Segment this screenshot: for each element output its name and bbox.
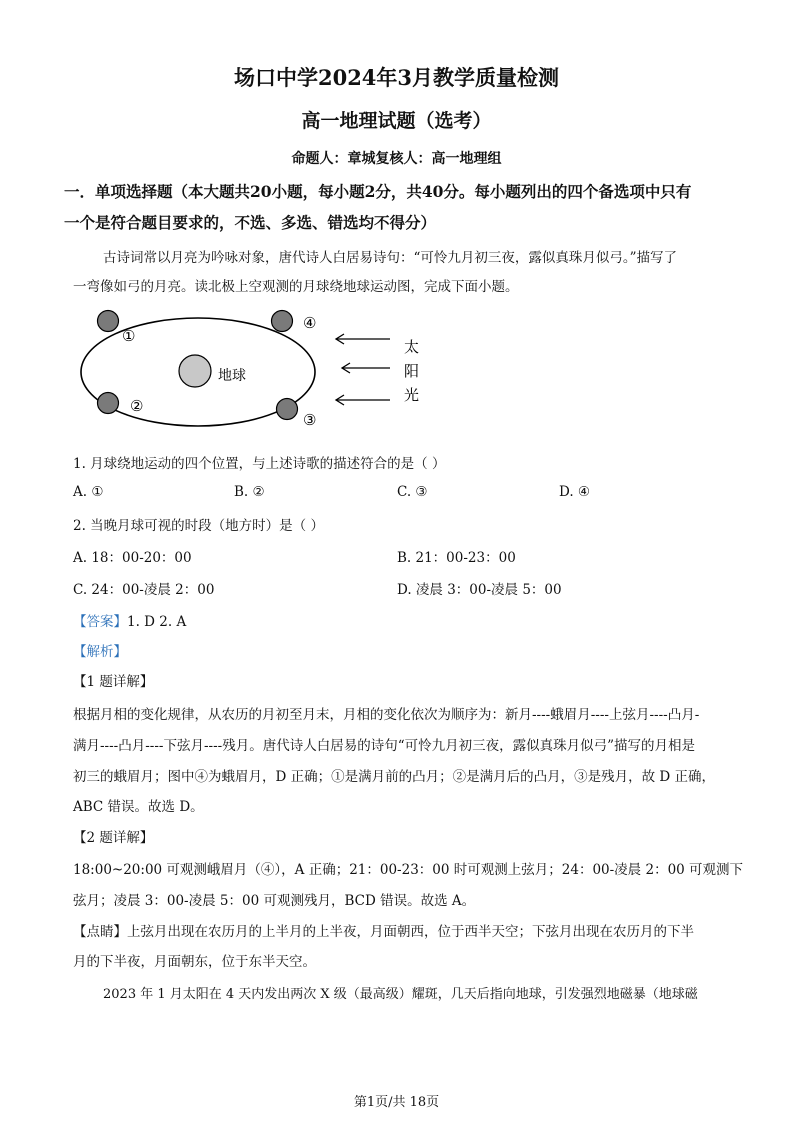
moon-position-1 <box>98 311 119 332</box>
moon-position-4 <box>272 311 293 332</box>
question-1-stem: 1. 月球绕地运动的四个位置，与上述诗歌的描述符合的是（ ） <box>73 456 446 472</box>
q2-option-c: C. 24：00-凌晨 2：00 <box>73 582 215 598</box>
q1-option-d: D. ④ <box>559 484 591 500</box>
detail1-line1: 根据月相的变化规律，从农历的月初至月末，月相的变化依次为顺序为：新月----蛾眉月----上弦月----凸月- <box>73 707 700 723</box>
section-heading-line1: 一．单项选择题（本大题共20小题，每小题2分，共40分。每小题列出的四个备选项中只有 <box>64 182 692 201</box>
tip-line1 <box>73 920 694 940</box>
q1-option-b: B. ② <box>234 484 265 500</box>
detail1-heading: 【1 题详解】 <box>73 674 154 690</box>
question-2-stem: 2. 当晚月球可视的时段（地方时）是（ ） <box>73 518 324 534</box>
detail1-line2: 满月----凸月----下弦月----残月。唐代诗人白居易的诗句“可怜九月初三夜，露似真珠月似弓”描写的月相是 <box>73 738 696 754</box>
authors-line: 命题人：章城复核人：高一地理组 <box>291 151 502 167</box>
answer-line <box>73 610 186 630</box>
subject-title: 高一地理试题（选考） <box>301 110 492 132</box>
detail2-line1: 18:00~20:00 可观测峨眉月（④），A 正确；21：00-23：00 时可观测上弦月；24：00-凌晨 2：00 可观测下 <box>73 862 744 878</box>
detail1-line4: ABC 错误。故选 D。 <box>73 799 204 815</box>
school-exam-title: 场口中学2024年3月教学质量检测 <box>233 65 560 90</box>
sunlight-arrows <box>336 334 390 405</box>
tip-tag: 【点睛】 <box>73 924 127 940</box>
sunlight-char-3: 光 <box>404 386 420 404</box>
position-label-1: ① <box>122 327 136 345</box>
position-label-2: ② <box>130 397 144 415</box>
q2-option-a: A. 18：00-20：00 <box>73 550 192 566</box>
moon-orbit-diagram <box>74 304 434 434</box>
answer-text: 1. D 2. A <box>127 614 187 630</box>
earth-label: 地球 <box>218 368 246 384</box>
page-footer: 第1页/共 18页 <box>353 1095 440 1110</box>
detail2-line2: 弦月；凌晨 3：00-凌晨 5：00 可观测残月，BCD 错误。故选 A。 <box>73 893 476 909</box>
tip-text-line1: 上弦月出现在农历月的上半月的上半夜，月面朝西，位于西半天空；下弦月出现在农历月的下半 <box>127 924 694 940</box>
next-material-line1: 2023 年 1 月太阳在 4 天内发出两次 X 级（最高级）耀斑，几天后指向地球，引发强烈地磁暴（地球磁 <box>103 987 698 1002</box>
detail2-heading: 【2 题详解】 <box>73 830 154 846</box>
position-label-3: ③ <box>303 411 317 429</box>
earth-circle <box>179 355 211 387</box>
intro-line1: 古诗词常以月亮为吟咏对象，唐代诗人白居易诗句：“可怜九月初三夜，露似真珠月似弓。”描写了 <box>103 250 678 266</box>
detail1-line3: 初三的蛾眉月；图中④为蛾眉月，D 正确；①是满月前的凸月；②是满月后的凸月，③是残月，故 D 正确， <box>73 769 716 785</box>
tip-line2: 月的下半夜，月面朝东，位于东半天空。 <box>73 954 316 970</box>
sunlight-char-1: 太 <box>404 338 420 356</box>
position-label-4: ④ <box>303 314 317 332</box>
answer-tag: 【答案】 <box>73 614 127 630</box>
moon-position-3 <box>277 399 298 420</box>
moon-position-2 <box>98 393 119 414</box>
q2-option-b: B. 21：00-23：00 <box>397 550 516 566</box>
section-heading-line2: 一个是符合题目要求的，不选、多选、错选均不得分） <box>64 213 437 232</box>
analysis-tag: 【解析】 <box>73 644 127 660</box>
q2-option-d: D. 凌晨 3：00-凌晨 5：00 <box>397 582 562 598</box>
q1-option-a: A. ① <box>73 484 104 500</box>
intro-line2: 一弯像如弓的月亮。读北极上空观测的月球绕地球运动图，完成下面小题。 <box>73 279 519 295</box>
q1-option-c: C. ③ <box>397 484 428 500</box>
sunlight-char-2: 阳 <box>404 362 420 380</box>
